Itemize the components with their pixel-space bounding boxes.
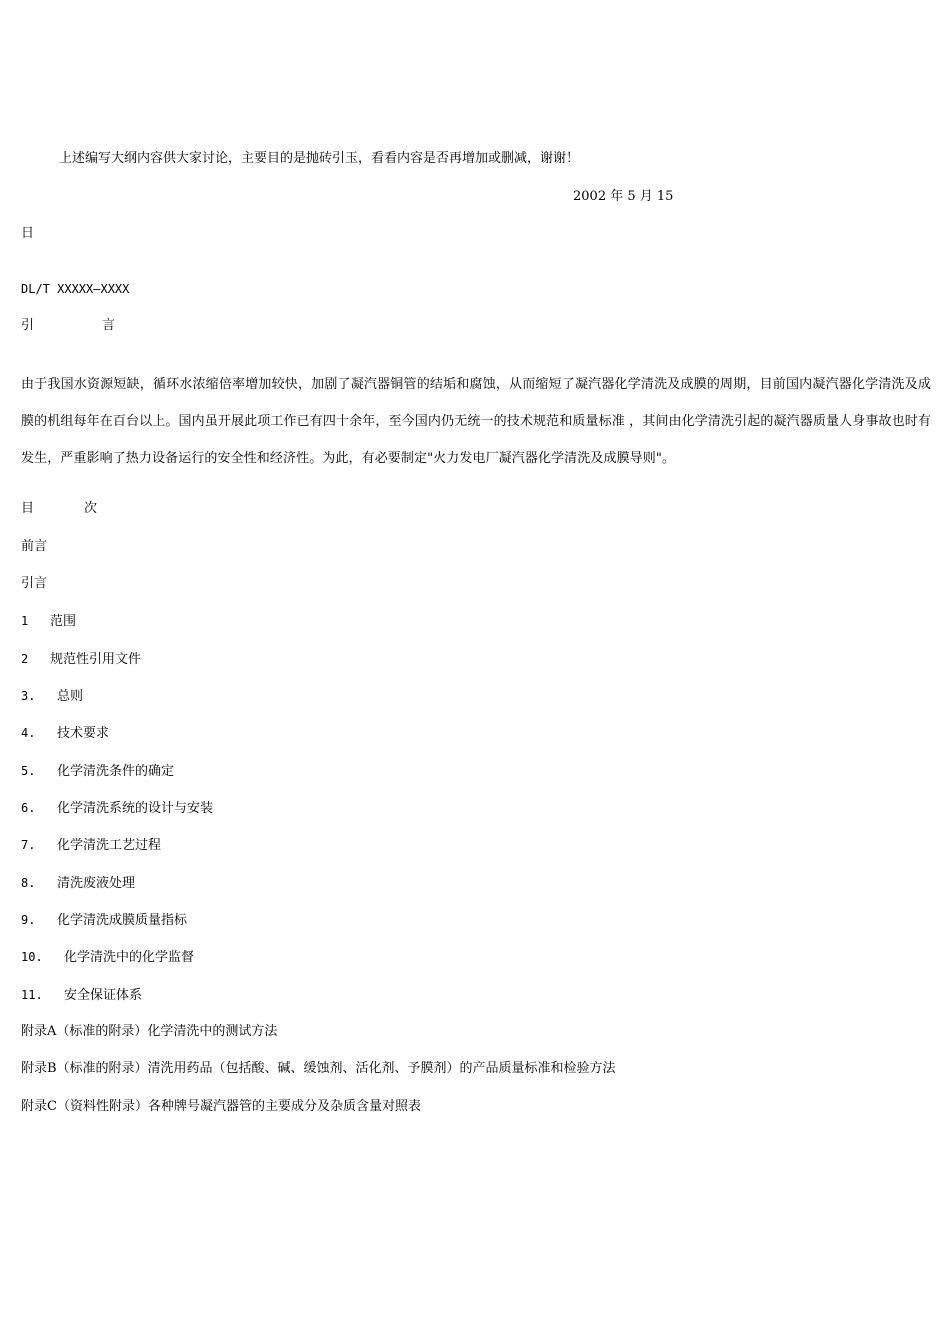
toc-item-label: 化学清洗系统的设计与安装 (57, 801, 214, 816)
toc-heading (21, 501, 97, 517)
toc-item-label: 清洗废液处理 (57, 876, 136, 891)
toc-item-label: 化学清洗条件的确定 (57, 764, 175, 779)
toc-item-label: 安全保证体系 (64, 988, 143, 1003)
toc-item-foreword (21, 539, 47, 555)
toc-item-number: 4. (21, 726, 36, 740)
toc-item-4 (21, 725, 109, 742)
toc-item-9 (21, 912, 187, 929)
toc-item-label: 化学清洗成膜质量指标 (57, 913, 188, 928)
toc-item-label: 前言 (21, 539, 48, 554)
toc-item-number: 6. (21, 801, 36, 815)
date-line: 2002 年 5 月 15 (573, 189, 674, 204)
toc-item-number: 3. (21, 689, 36, 703)
toc-item-label: 总则 (57, 689, 84, 704)
date-suffix: 日 (21, 226, 35, 241)
toc-item-3 (21, 688, 83, 705)
toc-item-5 (21, 763, 174, 780)
intro-heading (21, 318, 115, 334)
toc-item-introduction (21, 576, 47, 592)
toc-item-label: 引言 (21, 576, 48, 591)
intro-paragraph: 由于我国水资源短缺，循环水浓缩倍率增加较快，加剧了凝汽器铜管的结垢和腐蚀，从而缩短了凝汽器化学清洗及成膜的周期，目前国内凝汽器化学清洗及成膜的机组每年在百台以上。国内虽开展此项工作已有四十余年，至今国内仍无统一的技术规范和质量标准 ，其间由化学清洗引起的凝汽器质量人身事故也时有发生，严重影响了热力设备运行的安全性和经济性。为此，有必要制定"火力发电厂凝汽器化学清洗及成膜导则"。 (21, 377, 931, 466)
toc-item-label: 附录B（标准的附录）清洗用药品（包括酸、碱、缓蚀剂、活化剂、予膜剂）的产品质量标准和检验方法 (21, 1061, 616, 1076)
toc-item-label: 附录A（标准的附录）化学清洗中的测试方法 (21, 1024, 278, 1039)
toc-item-1 (21, 613, 76, 630)
intro-heading-char-2: 言 (102, 318, 116, 333)
toc-item-11 (21, 987, 142, 1004)
toc-item-label: 范围 (50, 614, 77, 629)
toc-item-number: 11. (21, 988, 43, 1002)
toc-item-appendix-a (21, 1024, 277, 1040)
toc-item-label: 规范性引用文件 (50, 652, 142, 667)
toc-item-number: 8. (21, 876, 36, 890)
intro-heading-char-1: 引 (21, 318, 35, 333)
toc-item-6 (21, 800, 213, 817)
toc-item-number: 1 (21, 614, 29, 628)
toc-item-label: 技术要求 (57, 726, 110, 741)
toc-item-number: 10. (21, 950, 43, 964)
toc-item-appendix-c (21, 1099, 421, 1115)
toc-item-7 (21, 837, 161, 854)
toc-item-10 (21, 949, 194, 966)
standard-code: DL/T XXXXX—XXXX (21, 282, 130, 296)
toc-item-appendix-b (21, 1061, 616, 1077)
toc-item-2 (21, 651, 141, 668)
discussion-note: 上述编写大纲内容供大家讨论，主要目的是抛砖引玉，看看内容是否再增加或删减，谢谢！ (59, 151, 580, 166)
toc-item-number: 9. (21, 913, 36, 927)
toc-item-number: 7. (21, 838, 36, 852)
toc-item-label: 化学清洗中的化学监督 (64, 950, 195, 965)
toc-item-label: 附录C（资料性附录）各种牌号凝汽器管的主要成分及杂质含量对照表 (21, 1099, 421, 1114)
toc-item-number: 5. (21, 764, 36, 778)
toc-item-8 (21, 875, 135, 892)
toc-heading-char-2: 次 (84, 501, 98, 516)
toc-item-label: 化学清洗工艺过程 (57, 838, 162, 853)
toc-heading-char-1: 目 (21, 501, 35, 516)
toc-item-number: 2 (21, 652, 29, 666)
